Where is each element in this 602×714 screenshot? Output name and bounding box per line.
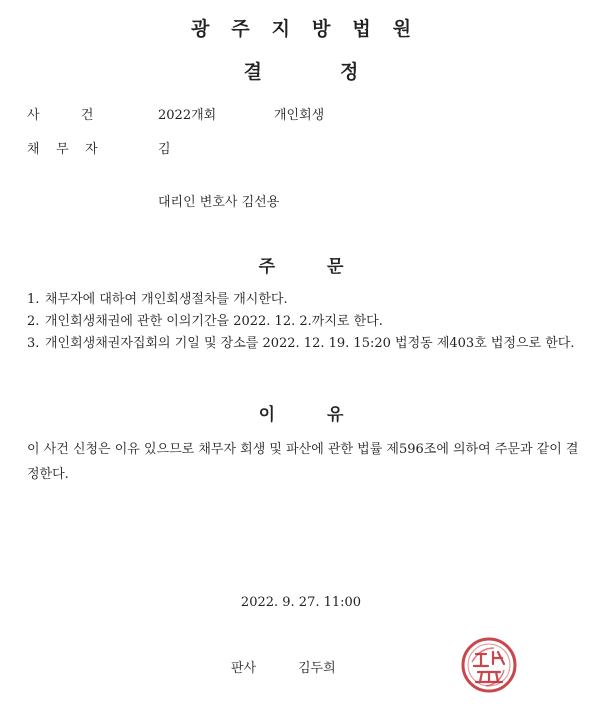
judge-title: 판사 (231, 661, 257, 676)
order-list (27, 289, 587, 355)
case-number: 2022개회 (158, 108, 217, 123)
document-title-right: 정 (340, 61, 359, 83)
reason-text: 이 사건 신청은 이유 있으므로 채무자 회생 및 파산에 관한 법률 제596조에 의하여 주문과 같이 결정한다. (27, 442, 579, 482)
order-heading (0, 252, 602, 277)
document-title (0, 57, 602, 84)
order-item-number: 3. (27, 336, 40, 351)
order-item-number: 2. (27, 314, 40, 329)
document-title-left: 결 (243, 61, 262, 83)
order-item (27, 289, 587, 311)
reason-heading (0, 400, 602, 425)
decision-date: 2022. 9. 27. 11:00 (240, 595, 362, 610)
debtor-label: 채 무 자 (27, 142, 98, 157)
judge-seal-stamp (460, 636, 518, 694)
order-item-number: 1. (27, 292, 40, 307)
case-type: 개인회생 (274, 108, 325, 123)
debtor-agent: 대리인 변호사 김선용 (158, 195, 280, 210)
seal-icon (460, 636, 518, 694)
reason-heading-left: 이 (258, 405, 275, 425)
order-item (27, 311, 587, 333)
judge-name: 김두희 (298, 661, 336, 676)
debtor-name: 김 (158, 142, 171, 157)
order-item-text: 개인회생채권에 관한 이의기간을 2022. 12. 2.까지로 한다. (45, 314, 383, 329)
order-item-text: 개인회생채권자집회의 기일 및 장소를 2022. 12. 19. 15:20 법정동 제403호 법정으로 한다. (45, 336, 575, 351)
case-label: 사 건 (27, 108, 94, 123)
order-heading-right: 문 (327, 257, 344, 277)
order-item (27, 333, 587, 355)
order-heading-left: 주 (258, 257, 275, 277)
court-name: 광주지방법원 (190, 18, 434, 40)
order-item-text: 채무자에 대하여 개인회생절차를 개시한다. (45, 292, 288, 307)
reason-heading-right: 유 (327, 405, 344, 425)
